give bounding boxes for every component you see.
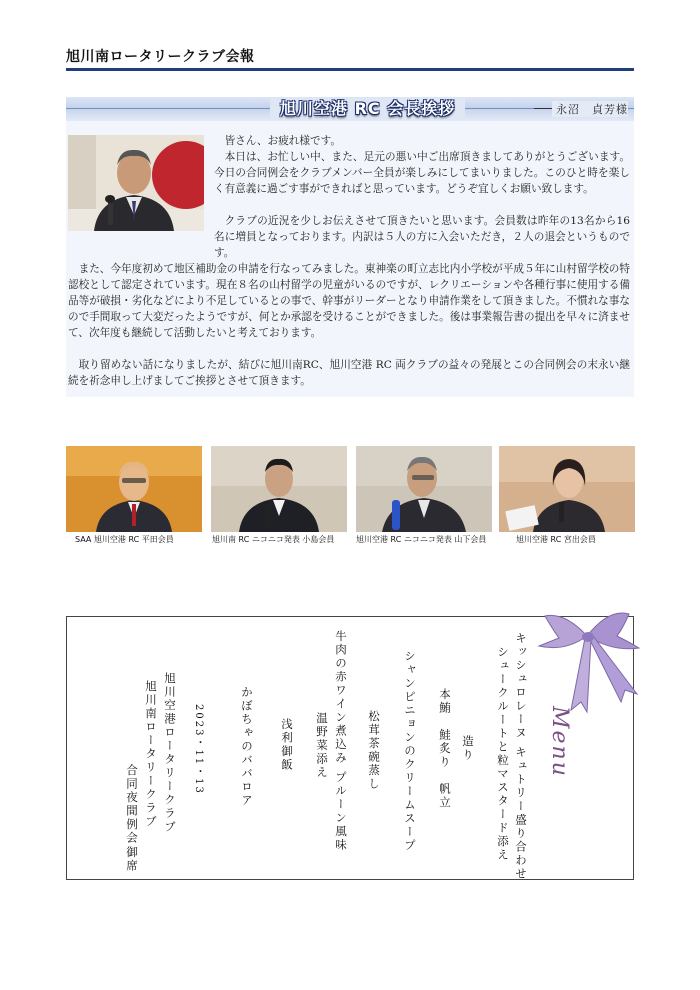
menu-item-10: かぼちゃのババロア [240,686,254,808]
photo-caption-1: SAA 旭川空港 RC 平田会員 [75,535,174,544]
menu-seat: 御席 [125,846,139,873]
menu-event: 合同夜間例会 [125,764,139,845]
ribbon-bow-icon [525,606,645,716]
paragraph-1: 皆さん、お疲れ様です。 [224,135,341,147]
menu-item-3: 造り [461,735,475,762]
greeting-article [66,97,634,397]
article-banner [66,97,634,121]
menu-item-7: 牛肉の赤ワイン煮込み プルーン風味 [334,630,348,852]
photo-caption-3: 旭川空港 RC ニコニコ発表 山下会員 [356,535,487,544]
menu-item-2: シュークルートと粒マスタード添え [496,646,510,862]
member-photo-3 [356,446,492,532]
member-photo-2 [211,446,347,532]
paragraph-3: クラブの近況を少しお伝えさせて頂きたいと思います。会員数は昨年の13名から16名に増員となっております。内訳は５人の方に入会いただき，２人の退会というものです。 [214,215,630,259]
paragraph-2: 本日は、お忙しい中、また、足元の悪い中ご出席頂きましてありがとうございます。今日の合同例会をクラブメンバー全員が楽しみにしてまいりました。このひと時を楽しく有意義に過ごす事ができればと思っています。どうぞ宜しくお願い致します。 [214,151,630,195]
menu-item-8: 温野菜添え [315,712,329,780]
menu-club-1: 旭川空港ロータリークラブ [163,672,177,834]
menu-item-5: シャンピニョンのクリームスープ [403,650,417,853]
newsletter-title: 旭川南ロータリークラブ会報 [66,49,255,65]
menu-item-1: キッシュロレーヌ キュトリー盛り合わせ [514,632,528,881]
president-photo [68,135,204,231]
header-rule [66,68,634,71]
menu-club-2: 旭川南ロータリークラブ [144,680,158,829]
menu-item-4: 本鮪 鮭炙り 帆立 [438,688,452,810]
menu-date: 2023・11・13 [193,704,204,795]
article-author: 永沼 貞芳様 [552,101,628,117]
member-photo-1 [66,446,202,532]
paragraph-4: また、今年度初めて地区補助金の申請を行なってみました。東神楽の町立志比内小学校が平成５年に山村留学校の特認校として認定されています。現在８名の山村留学の児童がいるのですが、レクリエーションや各種行事に使用する備品等が破損・劣化などにより不足しているとの事で、幹事がリーダーとなり申請作業をして頂きました。不慣れな事なので手間取って大変だったようですが、何とか承認を受けることができました。後は事業報告書の提出を早々に済ませて、次年度も継続して活動したいと考えております。 [68,263,630,339]
photo-caption-2: 旭川南 RC ニコニコ発表 小島会員 [212,535,335,544]
menu-item-6: 松茸茶碗蒸し [367,710,381,791]
member-photo-4 [499,446,635,532]
menu-heading: Menu [547,706,572,778]
article-title: 旭川空港 RC 会長挨拶 [270,98,465,120]
paragraph-5: 取り留めない話になりましたが、結びに旭川南RC、旭川空港 RC 両クラブの益々の発展とこの合同例会の末永い継続を祈念申し上げましてご挨拶とさせて頂きます。 [68,359,630,387]
photo-caption-4: 旭川空港 RC 宮出会員 [516,535,596,544]
menu-item-9: 浅利御飯 [280,718,294,772]
